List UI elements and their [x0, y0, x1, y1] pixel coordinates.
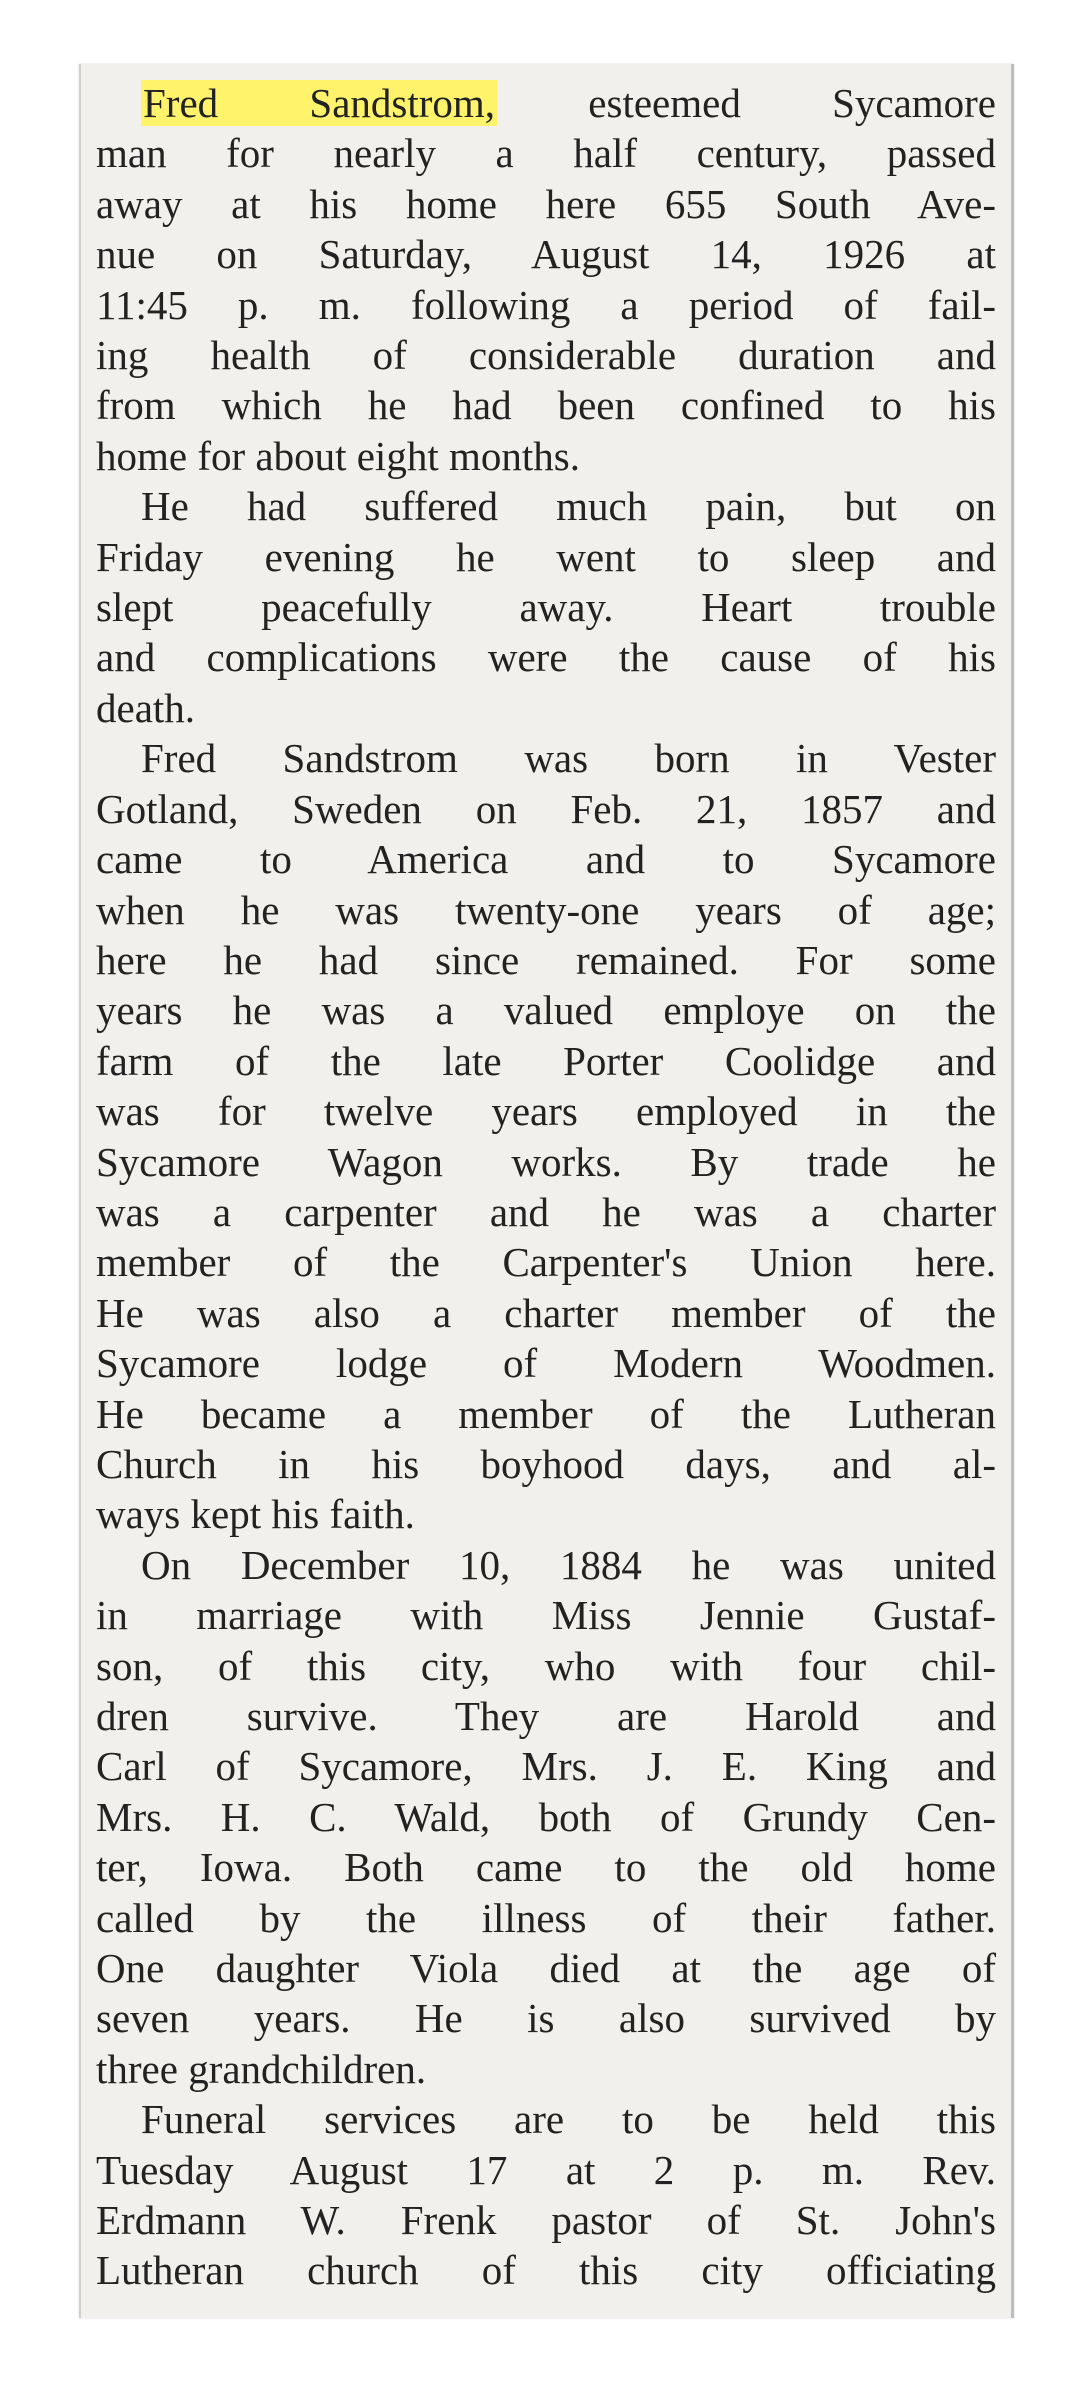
article-line: when he was twenty-one years of age;	[96, 886, 996, 933]
article-line: Friday evening he went to sleep and	[96, 533, 996, 580]
article-line	[96, 78, 996, 128]
article-line: 11:45 p. m. following a period of fail-	[96, 281, 996, 328]
article-line: One daughter Viola died at the age of	[96, 1945, 996, 1992]
article-line: ing health of considerable duration and	[96, 332, 996, 379]
article-line: death.	[96, 684, 196, 731]
article-line: called by the illness of their father.	[96, 1894, 996, 1941]
article-line: from which he had been confined to his	[96, 382, 996, 429]
article-line: Church in his boyhood days, and al-	[96, 1440, 996, 1487]
article-line: Sycamore lodge of Modern Woodmen.	[96, 1340, 996, 1387]
article-line: was a carpenter and he was a charter	[96, 1188, 996, 1235]
article-line: ways kept his faith.	[96, 1491, 415, 1538]
article-line-text: esteemed Sycamore	[497, 80, 997, 126]
article-line: He became a member of the Lutheran	[96, 1390, 996, 1437]
article-line: seven years. He is also survived by	[96, 1995, 996, 2042]
article-line: Gotland, Sweden on Feb. 21, 1857 and	[96, 785, 996, 832]
article-line: here he had since remained. For some	[96, 936, 996, 983]
article-line: member of the Carpenter's Union here.	[96, 1239, 996, 1286]
article-line: in marriage with Miss Jennie Gustaf-	[96, 1592, 996, 1639]
article-line: Funeral services are to be held this	[141, 2096, 996, 2143]
highlighted-name: Fred Sandstrom,	[143, 80, 496, 126]
article-line: Carl of Sycamore, Mrs. J. E. King and	[96, 1743, 996, 1790]
article-line: nue on Saturday, August 14, 1926 at	[96, 231, 996, 278]
article-line: son, of this city, who with four chil-	[96, 1642, 996, 1689]
article-line: slept peacefully away. Heart trouble	[96, 584, 996, 631]
obituary-text	[96, 78, 997, 2294]
article-line: home for about eight months.	[96, 432, 580, 479]
article-line: three grandchildren.	[96, 2045, 427, 2092]
article-line: was for twelve years employed in the	[96, 1088, 996, 1135]
article-line: came to America and to Sycamore	[96, 836, 996, 883]
article-line: Erdmann W. Frenk pastor of St. John's	[96, 2197, 996, 2244]
article-line: Sycamore Wagon works. By trade he	[96, 1138, 996, 1185]
article-line: Fred Sandstrom was born in Vester	[141, 735, 996, 782]
article-line: ter, Iowa. Both came to the old home	[96, 1844, 996, 1891]
article-line: dren survive. They are Harold and	[96, 1693, 996, 1739]
article-line: He was also a charter member of the	[96, 1289, 996, 1336]
newspaper-clipping	[79, 64, 1014, 2318]
article-line: Lutheran church of this city officiating	[96, 2247, 996, 2294]
article-line: farm of the late Porter Coolidge and	[96, 1037, 996, 1084]
article-line: and complications were the cause of his	[96, 634, 996, 681]
article-line: man for nearly a half century, passed	[96, 130, 996, 177]
article-line: On December 10, 1884 he was united	[141, 1541, 996, 1588]
article-line: years he was a valued employe on the	[96, 987, 996, 1034]
article-line: away at his home here 655 South Ave-	[96, 180, 996, 227]
article-line: He had suffered much pain, but on	[141, 483, 996, 530]
article-line: Mrs. H. C. Wald, both of Grundy Cen-	[96, 1793, 996, 1840]
article-line: Tuesday August 17 at 2 p. m. Rev.	[96, 2146, 996, 2193]
